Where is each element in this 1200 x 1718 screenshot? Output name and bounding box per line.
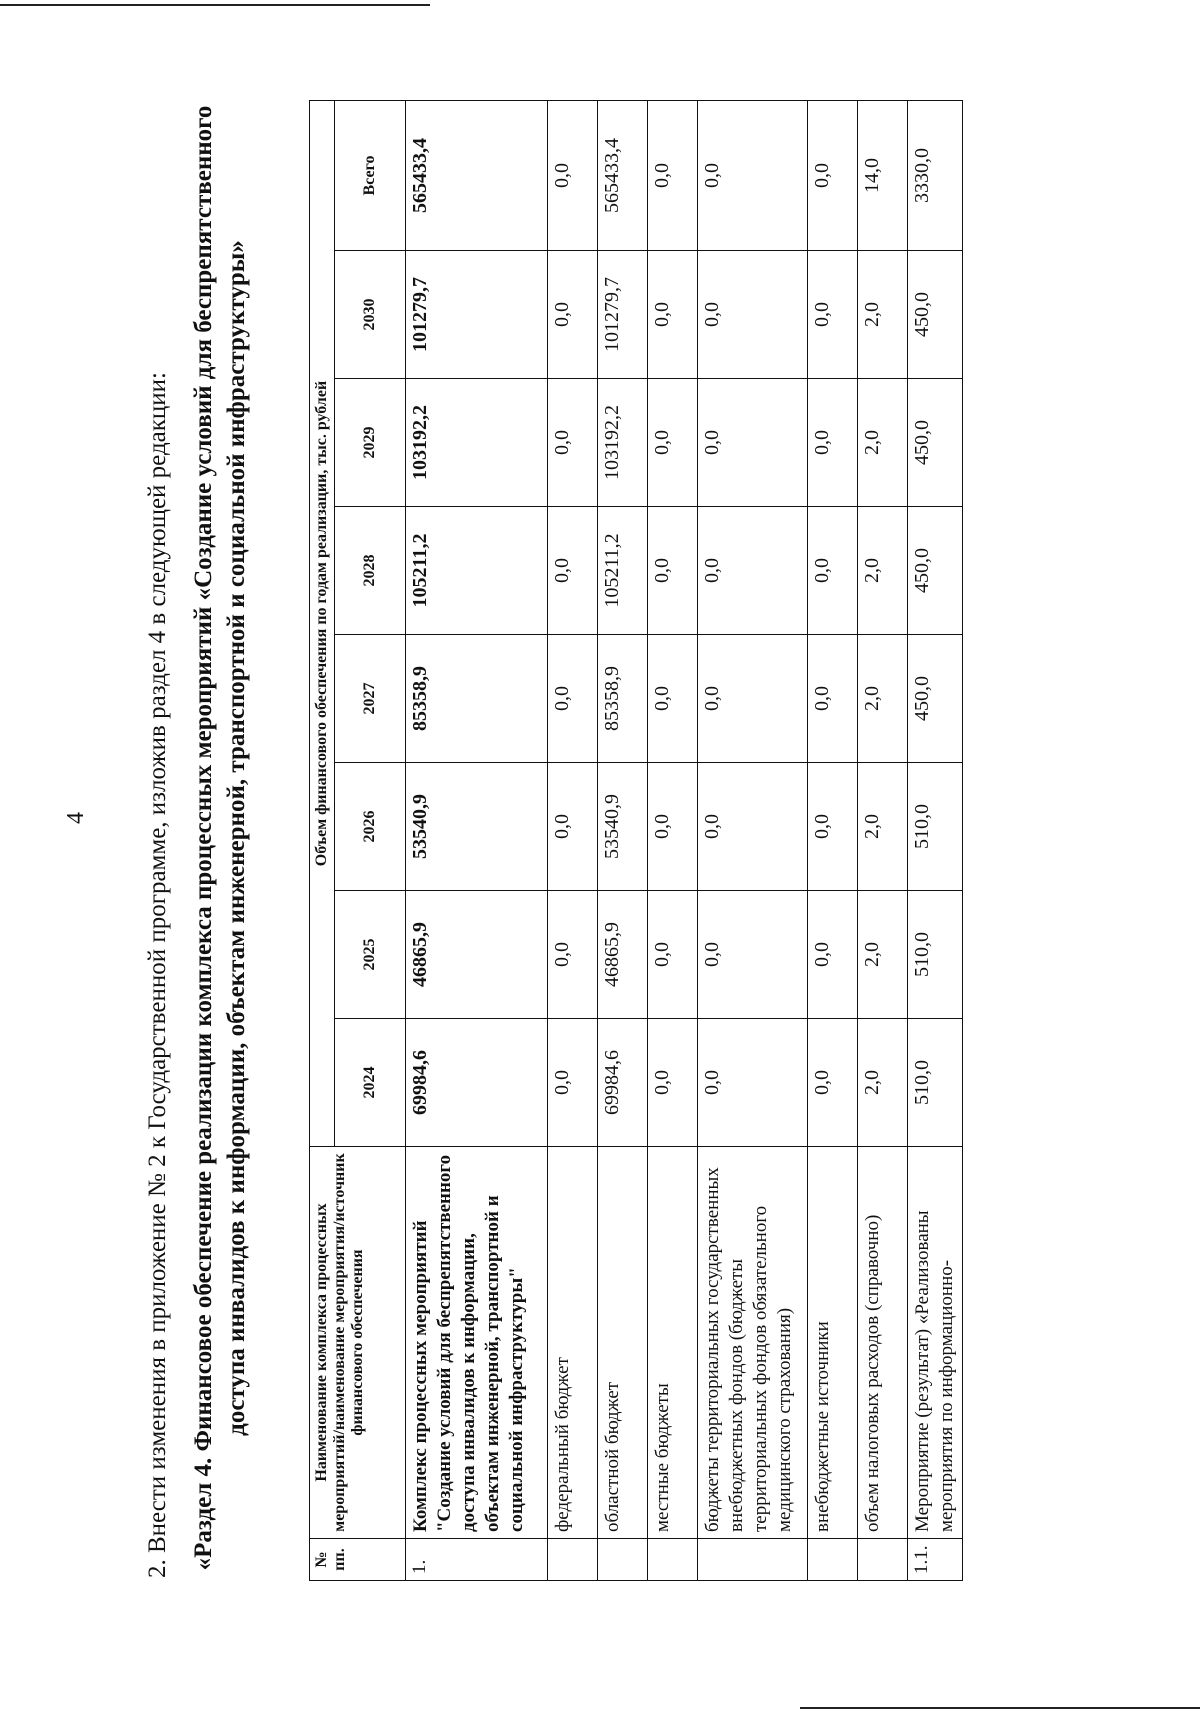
- table-row: [548, 101, 598, 1581]
- value-cell: 0,0: [648, 891, 698, 1019]
- value-cell: 0,0: [548, 891, 598, 1019]
- value-cell: 450,0: [908, 379, 963, 507]
- value-cell: 2,0: [858, 507, 908, 635]
- value-cell: 450,0: [908, 635, 963, 763]
- row-number: [858, 1539, 908, 1581]
- value-cell: 0,0: [808, 635, 858, 763]
- row-name: Мероприятие (результат) «Реализованы мероприятия по информационно-: [908, 1147, 963, 1539]
- value-cell: 2,0: [858, 891, 908, 1019]
- row-name: федеральный бюджет: [548, 1147, 598, 1539]
- value-cell: 0,0: [808, 379, 858, 507]
- value-cell: 510,0: [908, 763, 963, 891]
- value-cell: 0,0: [808, 891, 858, 1019]
- row-number: [698, 1539, 808, 1581]
- value-cell: 2,0: [858, 1019, 908, 1147]
- value-cell: 103192,2: [598, 379, 648, 507]
- value-cell: 510,0: [908, 1019, 963, 1147]
- page-number: 4: [63, 812, 89, 824]
- value-cell: 0,0: [648, 101, 698, 251]
- value-cell: 510,0: [908, 891, 963, 1019]
- row-name: внебюджетные источники: [808, 1147, 858, 1539]
- row-name: местные бюджеты: [648, 1147, 698, 1539]
- table-row: [406, 101, 548, 1581]
- row-name: бюджеты территориальных государственных внебюджетных фондов (бюджеты территориальных фондов обязательного медицинского страхования): [698, 1147, 808, 1539]
- value-cell: 103192,2: [406, 379, 548, 507]
- value-cell: 0,0: [698, 251, 808, 379]
- value-cell: 565433,4: [598, 101, 648, 251]
- intro-paragraph: 2. Внести изменения в приложение № 2 к Государственной программе, изложив раздел 4 в следующей редакции:: [144, 372, 171, 1578]
- year-header: 2026: [335, 763, 406, 891]
- value-cell: 0,0: [548, 101, 598, 251]
- value-cell: 0,0: [698, 891, 808, 1019]
- table-row: [598, 101, 648, 1581]
- value-cell: 0,0: [698, 1019, 808, 1147]
- row-number: [648, 1539, 698, 1581]
- value-cell: 0,0: [548, 763, 598, 891]
- value-cell: 0,0: [808, 763, 858, 891]
- value-cell: 105211,2: [598, 507, 648, 635]
- table-header-row: [310, 101, 335, 1581]
- value-cell: 46865,9: [406, 891, 548, 1019]
- value-cell: 101279,7: [406, 251, 548, 379]
- value-cell: 0,0: [698, 507, 808, 635]
- value-cell: 0,0: [648, 1019, 698, 1147]
- value-cell: 85358,9: [406, 635, 548, 763]
- value-cell: 0,0: [648, 763, 698, 891]
- value-cell: 0,0: [698, 101, 808, 251]
- value-cell: 450,0: [908, 251, 963, 379]
- value-cell: 69984,6: [406, 1019, 548, 1147]
- value-cell: 450,0: [908, 507, 963, 635]
- row-name: объем налоговых расходов (справочно): [858, 1147, 908, 1539]
- year-header: Всего: [335, 101, 406, 251]
- value-cell: 0,0: [698, 635, 808, 763]
- row-number: 1.1.: [908, 1539, 963, 1581]
- year-header: 2025: [335, 891, 406, 1019]
- value-cell: 0,0: [808, 101, 858, 251]
- col-name-header: Наименование комплекса процессных мероприятий/наименование мероприятия/источник финансового обеспечения: [310, 1147, 406, 1539]
- value-cell: 0,0: [808, 507, 858, 635]
- value-cell: 0,0: [648, 251, 698, 379]
- year-header: 2027: [335, 635, 406, 763]
- section-heading: «Раздел 4. Финансовое обеспечение реализации комплекса процессных мероприятий «Создание условий для беспрепятственного доступа инвалидов к информации, объектам инженерной, транспортной и социальной инфраструктуры»: [190, 105, 250, 1571]
- value-cell: 565433,4: [406, 101, 548, 251]
- value-cell: 0,0: [548, 1019, 598, 1147]
- value-cell: 46865,9: [598, 891, 648, 1019]
- value-cell: 53540,9: [406, 763, 548, 891]
- value-cell: 2,0: [858, 251, 908, 379]
- year-header: 2028: [335, 507, 406, 635]
- value-cell: 14,0: [858, 101, 908, 251]
- value-cell: 0,0: [648, 635, 698, 763]
- value-cell: 0,0: [808, 1019, 858, 1147]
- value-cell: 69984,6: [598, 1019, 648, 1147]
- value-cell: 0,0: [648, 507, 698, 635]
- col-group-header: Объем финансового обеспечения по годам реализации, тыс. рублей: [310, 101, 335, 1147]
- value-cell: 0,0: [808, 251, 858, 379]
- value-cell: 85358,9: [598, 635, 648, 763]
- value-cell: 0,0: [698, 379, 808, 507]
- value-cell: 53540,9: [598, 763, 648, 891]
- value-cell: 105211,2: [406, 507, 548, 635]
- year-header: 2029: [335, 379, 406, 507]
- year-header: 2024: [335, 1019, 406, 1147]
- row-number: [808, 1539, 858, 1581]
- col-no-header: № пп.: [310, 1539, 406, 1581]
- row-number: [548, 1539, 598, 1581]
- value-cell: 2,0: [858, 635, 908, 763]
- table-row: [808, 101, 858, 1581]
- year-header: 2030: [335, 251, 406, 379]
- value-cell: 0,0: [548, 379, 598, 507]
- value-cell: 0,0: [548, 507, 598, 635]
- table-row: [908, 101, 963, 1581]
- table-row: [858, 101, 908, 1581]
- value-cell: 101279,7: [598, 251, 648, 379]
- value-cell: 0,0: [698, 763, 808, 891]
- value-cell: 0,0: [648, 379, 698, 507]
- row-name: областной бюджет: [598, 1147, 648, 1539]
- table-row: [648, 101, 698, 1581]
- table-row: [698, 101, 808, 1581]
- row-number: [598, 1539, 648, 1581]
- row-name: Комплекс процессных мероприятий "Создание условий для беспрепятственного доступа инвалидов к информации, объектам инженерной, транспортной и социальной инфраструктуры": [406, 1147, 548, 1539]
- value-cell: 0,0: [548, 251, 598, 379]
- value-cell: 0,0: [548, 635, 598, 763]
- financing-table: [309, 100, 963, 1581]
- value-cell: 3330,0: [908, 101, 963, 251]
- value-cell: 2,0: [858, 379, 908, 507]
- value-cell: 2,0: [858, 763, 908, 891]
- row-number: 1.: [406, 1539, 548, 1581]
